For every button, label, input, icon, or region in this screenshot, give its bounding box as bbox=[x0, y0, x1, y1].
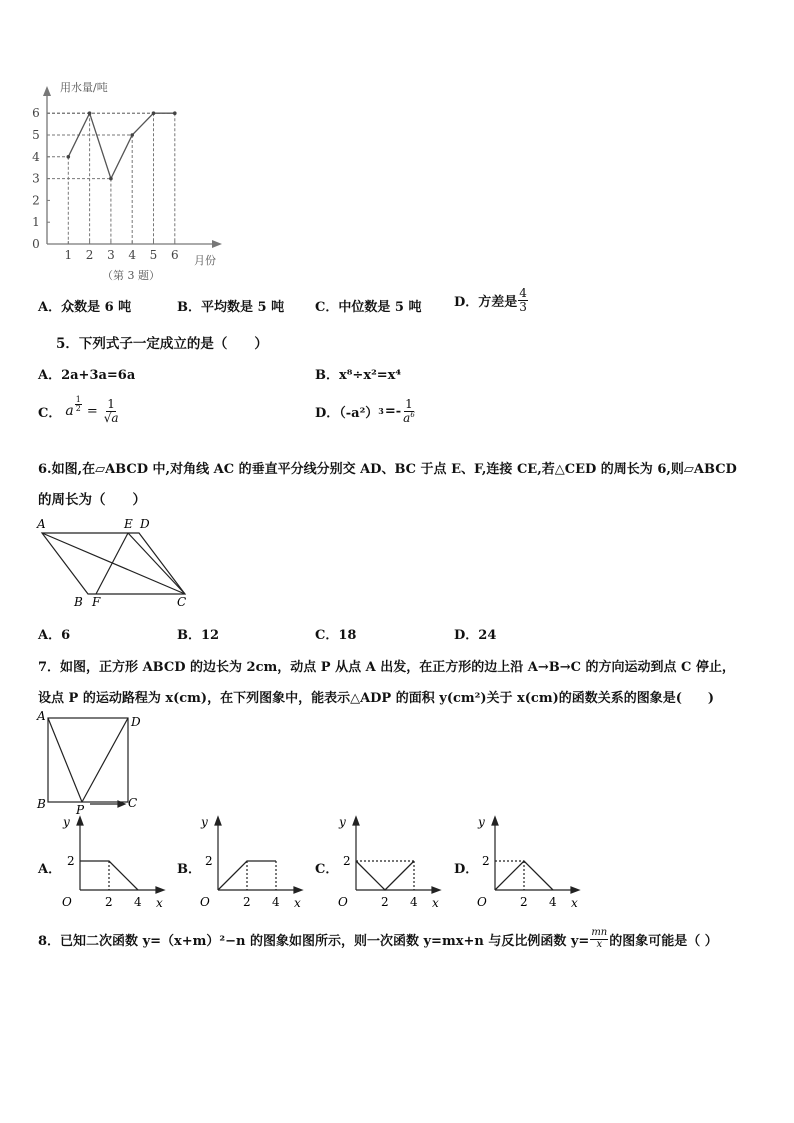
chart-caption: （第 3 题） bbox=[102, 269, 160, 282]
y-tick-label: 5 bbox=[32, 128, 40, 142]
q3-option-d-label: D．方差是 bbox=[454, 294, 518, 310]
svg-text:O: O bbox=[200, 895, 210, 909]
svg-text:C: C bbox=[128, 796, 138, 810]
q6-option-c[interactable]: C．18 bbox=[315, 628, 357, 643]
svg-text:C: C bbox=[177, 595, 187, 609]
q7-option-b-graph[interactable] bbox=[196, 812, 311, 914]
q5-c-exponent: $\frac{1}{2}$ bbox=[75, 395, 81, 414]
q7-option-c-graph[interactable] bbox=[334, 812, 449, 914]
svg-text:x: x bbox=[432, 896, 439, 910]
q3-option-c[interactable]: C．中位数是 5 吨 bbox=[315, 300, 422, 315]
y-tick-label: 2 bbox=[32, 193, 40, 208]
q5-stem: 5．下列式子一定成立的是（ ） bbox=[56, 336, 268, 352]
q7-option-b-label[interactable]: B． bbox=[177, 862, 201, 877]
svg-text:x: x bbox=[156, 896, 163, 910]
svg-text:y: y bbox=[63, 815, 70, 829]
q5-option-d[interactable]: D．（-a²） 3 =- $\frac{1}{a^6}$ bbox=[315, 397, 415, 425]
x-tick-label: 5 bbox=[149, 248, 158, 262]
svg-text:y: y bbox=[478, 815, 485, 829]
q7-stem-line1: 7．如图，正方形 ABCD 的边长为 2cm，动点 P 从点 A 出发，在正方形的边上沿 A→B→C 的方向运动到点 C 停止， bbox=[38, 660, 735, 675]
svg-text:2: 2 bbox=[105, 895, 113, 909]
y-tick-label: 6 bbox=[32, 106, 40, 121]
svg-text:P: P bbox=[76, 803, 85, 816]
svg-text:A: A bbox=[37, 517, 46, 531]
data-point bbox=[130, 133, 134, 137]
svg-text:D: D bbox=[140, 517, 150, 531]
water-usage-chart bbox=[30, 72, 250, 287]
q7-stem-line2: 设点 P 的运动路程为 x(cm)，在下列图象中，能表示△ADP 的面积 y(cm²)关于 x(cm)的函数关系的图象是( ) bbox=[38, 691, 715, 706]
svg-text:2: 2 bbox=[67, 854, 75, 868]
svg-text:4: 4 bbox=[272, 895, 280, 909]
parallelogram-figure bbox=[32, 514, 202, 612]
svg-text:2: 2 bbox=[381, 895, 389, 909]
q6-option-a[interactable]: A．6 bbox=[38, 628, 71, 643]
svg-text:B: B bbox=[74, 595, 83, 609]
svg-text:O: O bbox=[477, 895, 487, 909]
svg-text:E: E bbox=[124, 517, 133, 531]
x-tick-label: 6 bbox=[170, 248, 179, 262]
svg-text:O: O bbox=[338, 895, 348, 909]
y-tick-label: 3 bbox=[32, 171, 40, 186]
q6-option-d[interactable]: D．24 bbox=[454, 628, 497, 643]
q6-stem-line2: 的周长为（ ） bbox=[38, 492, 146, 508]
q7-option-d-label[interactable]: D． bbox=[454, 862, 479, 877]
svg-text:2: 2 bbox=[205, 854, 213, 868]
svg-text:2: 2 bbox=[482, 854, 490, 868]
svg-text:O: O bbox=[62, 895, 72, 909]
x-tick-label: 1 bbox=[64, 248, 73, 262]
svg-text:D: D bbox=[131, 715, 141, 729]
svg-text:x: x bbox=[571, 896, 578, 910]
x-tick-label: 2 bbox=[85, 248, 94, 262]
x-tick-label: 3 bbox=[107, 248, 115, 262]
q7-option-c-label[interactable]: C． bbox=[315, 862, 339, 877]
chart-xlabel: 月份 bbox=[194, 254, 216, 267]
svg-text:4: 4 bbox=[134, 895, 142, 909]
q6-stem-line1: 6.如图,在▱ABCD 中,对角线 AC 的垂直平分线分别交 AD、BC 于点 E、F,连接 CE,若△CED 的周长为 6,则▱ABCD bbox=[38, 462, 737, 477]
q5-option-a[interactable]: A．2a+3a=6a bbox=[38, 368, 136, 383]
q3-option-b[interactable]: B．平均数是 5 吨 bbox=[177, 300, 285, 315]
svg-text:B: B bbox=[37, 797, 46, 811]
q3-option-d[interactable] bbox=[454, 287, 529, 313]
svg-text:2: 2 bbox=[520, 895, 528, 909]
q8-fraction: $\frac{mn}{x}$ bbox=[591, 927, 608, 950]
series-line bbox=[68, 113, 175, 178]
data-point bbox=[109, 177, 113, 181]
svg-text:4: 4 bbox=[549, 895, 557, 909]
x-tick-label: 4 bbox=[128, 248, 137, 262]
q3-option-a[interactable]: A．众数是 6 吨 bbox=[38, 300, 132, 315]
data-point bbox=[88, 111, 92, 115]
svg-text:y: y bbox=[339, 815, 346, 829]
svg-text:A: A bbox=[37, 709, 46, 723]
q7-option-d-graph[interactable] bbox=[473, 812, 588, 914]
data-point bbox=[67, 155, 71, 159]
chart-ylabel: 用水量/吨 bbox=[60, 81, 108, 94]
q5-d-fraction: $\frac{1}{a^6}$ bbox=[403, 397, 415, 425]
svg-text:x: x bbox=[294, 896, 301, 910]
y-tick-label: 1 bbox=[32, 215, 40, 230]
q5-c-fraction: $\frac{1}{√a}$ bbox=[103, 397, 119, 425]
square-abcd-figure bbox=[32, 706, 152, 816]
svg-text:y: y bbox=[201, 815, 208, 829]
svg-text:2: 2 bbox=[243, 895, 251, 909]
svg-text:F: F bbox=[92, 595, 101, 609]
q7-option-a-graph[interactable] bbox=[58, 812, 173, 914]
q5-option-c[interactable]: C． a $\frac{1}{2}$ = $\frac{1}{√a}$ bbox=[38, 395, 119, 425]
y-tick-label: 0 bbox=[32, 237, 40, 251]
svg-text:2: 2 bbox=[343, 854, 351, 868]
q8-stem: 8．已知二次函数 y=（x+m）²−n 的图象如图所示，则一次函数 y=mx+n 与反比例函数 y= $\frac{mn}{x}$ 的图象可能是（ ） bbox=[38, 927, 718, 950]
y-tick-label: 4 bbox=[32, 149, 40, 164]
data-point bbox=[173, 111, 177, 115]
q3-option-d-fraction: $\frac{4}{3}$ bbox=[519, 286, 527, 314]
q7-option-a-label[interactable]: A． bbox=[38, 862, 62, 877]
q5-option-b[interactable]: B．x⁸÷x²=x⁴ bbox=[315, 368, 402, 383]
q6-option-b[interactable]: B．12 bbox=[177, 628, 220, 643]
svg-text:4: 4 bbox=[410, 895, 418, 909]
data-point bbox=[152, 111, 156, 115]
